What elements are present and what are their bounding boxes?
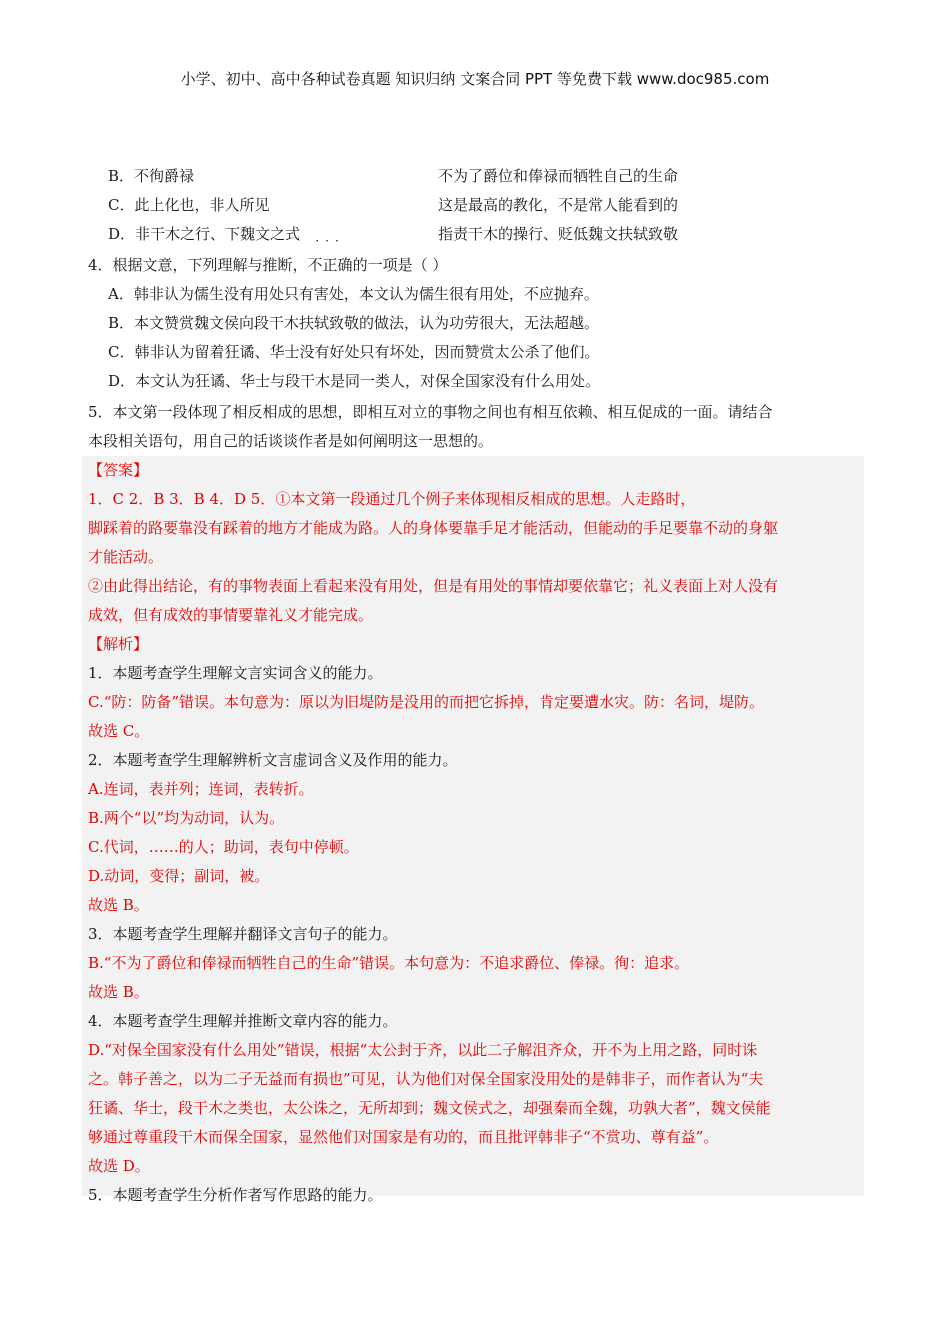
options-table [108, 162, 748, 249]
analysis-line: A.连词，表并列；连词，表转折。 [88, 780, 314, 798]
question-4-option-a: A．韩非认为儒生没有用处只有害处，本文认为儒生很有用处，不应抛弃。 [108, 285, 599, 303]
answer-content [88, 456, 860, 1210]
analysis-heading: 【解析】 [88, 635, 149, 653]
analysis-line: C.“防：防备”错误。本句意为：原以为旧堤防是没用的而把它拆掉，肯定要遭水灾。防：名词，堤防。 [88, 693, 765, 711]
analysis-line: 故选 B。 [88, 983, 149, 1001]
option-row [108, 162, 748, 191]
option-left: B．不徇爵禄 [108, 167, 195, 185]
question-5-line: 本段相关语句，用自己的话谈谈作者是如何阐明这一思想的。 [88, 432, 494, 450]
analysis-line: 之。韩子善之，以为二子无益而有损也”可见，认为他们对保全国家没用处的是韩非子，而作者认为“夫 [88, 1070, 764, 1088]
analysis-line: 故选 D。 [88, 1157, 150, 1175]
emphasis-dots: ··· [315, 234, 345, 248]
question-5 [88, 398, 868, 456]
analysis-line: D.“对保全国家没有什么用处”错误，根据“太公封于齐，以此二子解沮齐众，开不为上用之路，同时诛 [88, 1041, 758, 1059]
analysis-line: B.两个“以”均为动词，认为。 [88, 809, 285, 827]
stem-text: 的一项是（ ） [352, 256, 448, 274]
question-4-option-c: C．韩非认为留着狂谲、华士没有好处只有坏处，因而赞赏太公杀了他们。 [108, 343, 600, 361]
answer-line: 才能活动。 [88, 548, 164, 566]
analysis-line: C.代词，……的人；助词，表句中停顿。 [88, 838, 359, 856]
emphasis-text: ··· 不正确 [307, 234, 353, 274]
option-row [108, 191, 748, 220]
page-header: 小学、初中、高中各种试卷真题 知识归纳 文案合同 PPT 等免费下载 www.doc985.com [180, 70, 770, 88]
answer-line: ②由此得出结论，有的事物表面上看起来没有用处，但是有用处的事情却要依靠它；礼义表面上对人没有 [88, 577, 779, 595]
analysis-line: B.“不为了爵位和俸禄而牺牲自己的生命”错误。本句意为：不追求爵位、俸禄。徇：追求。 [88, 954, 690, 972]
analysis-line: 1．本题考查学生理解文言实词含义的能力。 [88, 664, 383, 682]
analysis-line: 狂谲、华士，段干木之类也，太公诛之，无所却到；魏文侯式之，却强秦而全魏，功孰大者”，魏文侯能 [88, 1099, 771, 1117]
answer-line: 1．C 2．B 3．B 4．D 5．①本文第一段通过几个例子来体现相反相成的思想。人走路时， [88, 490, 696, 508]
analysis-lines [88, 659, 860, 1210]
analysis-line: 5．本题考查学生分析作者写作思路的能力。 [88, 1186, 383, 1204]
answer-panel [82, 456, 864, 1204]
answer-heading: 【答案】 [88, 461, 149, 479]
analysis-line: 故选 B。 [88, 896, 149, 914]
analysis-line: 4．本题考查学生理解并推断文章内容的能力。 [88, 1012, 398, 1030]
answer-line: 脚踩着的路要靠没有踩着的地方才能成为路。人的身体要靠手足才能活动，但能动的手足要靠不动的身躯 [88, 519, 779, 537]
analysis-line: 够通过尊重段干木而保全国家，显然他们对国家是有功的，而且批评韩非子“不赏功、尊有益”。 [88, 1128, 719, 1146]
stem-text: 4．根据文意，下列理解与推断， [88, 256, 308, 274]
question-4-option-d: D．本文认为狂谲、华士与段干木是同一类人，对保全国家没有什么用处。 [108, 372, 601, 390]
analysis-line: 2．本题考查学生理解辨析文言虚词含义及作用的能力。 [88, 751, 458, 769]
analysis-line: D.动词，变得；副词，被。 [88, 867, 270, 885]
question-5-line: 5．本文第一段体现了相反相成的思想，即相互对立的事物之间也有相互依赖、相互促成的一面。请结合 [88, 403, 773, 421]
option-right: 不为了爵位和俸禄而牺牲自己的生命 [438, 167, 679, 185]
analysis-line: 3．本题考查学生理解并翻译文言句子的能力。 [88, 925, 398, 943]
question-4-option-b: B．本文赞赏魏文侯向段干木扶轼致敬的做法，认为功劳很大，无法超越。 [108, 314, 600, 332]
option-right: 这是最高的教化，不是常人能看到的 [438, 196, 679, 214]
analysis-line: 故选 C。 [88, 722, 150, 740]
answer-line: 成效，但有成效的事情要靠礼义才能完成。 [88, 606, 374, 624]
option-left: D．非干木之行、下魏文之式 [108, 225, 301, 243]
option-right: 指责干木的操行、贬低魏文扶轼致敬 [438, 225, 679, 243]
option-row [108, 220, 748, 249]
option-left: C．此上化也，非人所见 [108, 196, 270, 214]
